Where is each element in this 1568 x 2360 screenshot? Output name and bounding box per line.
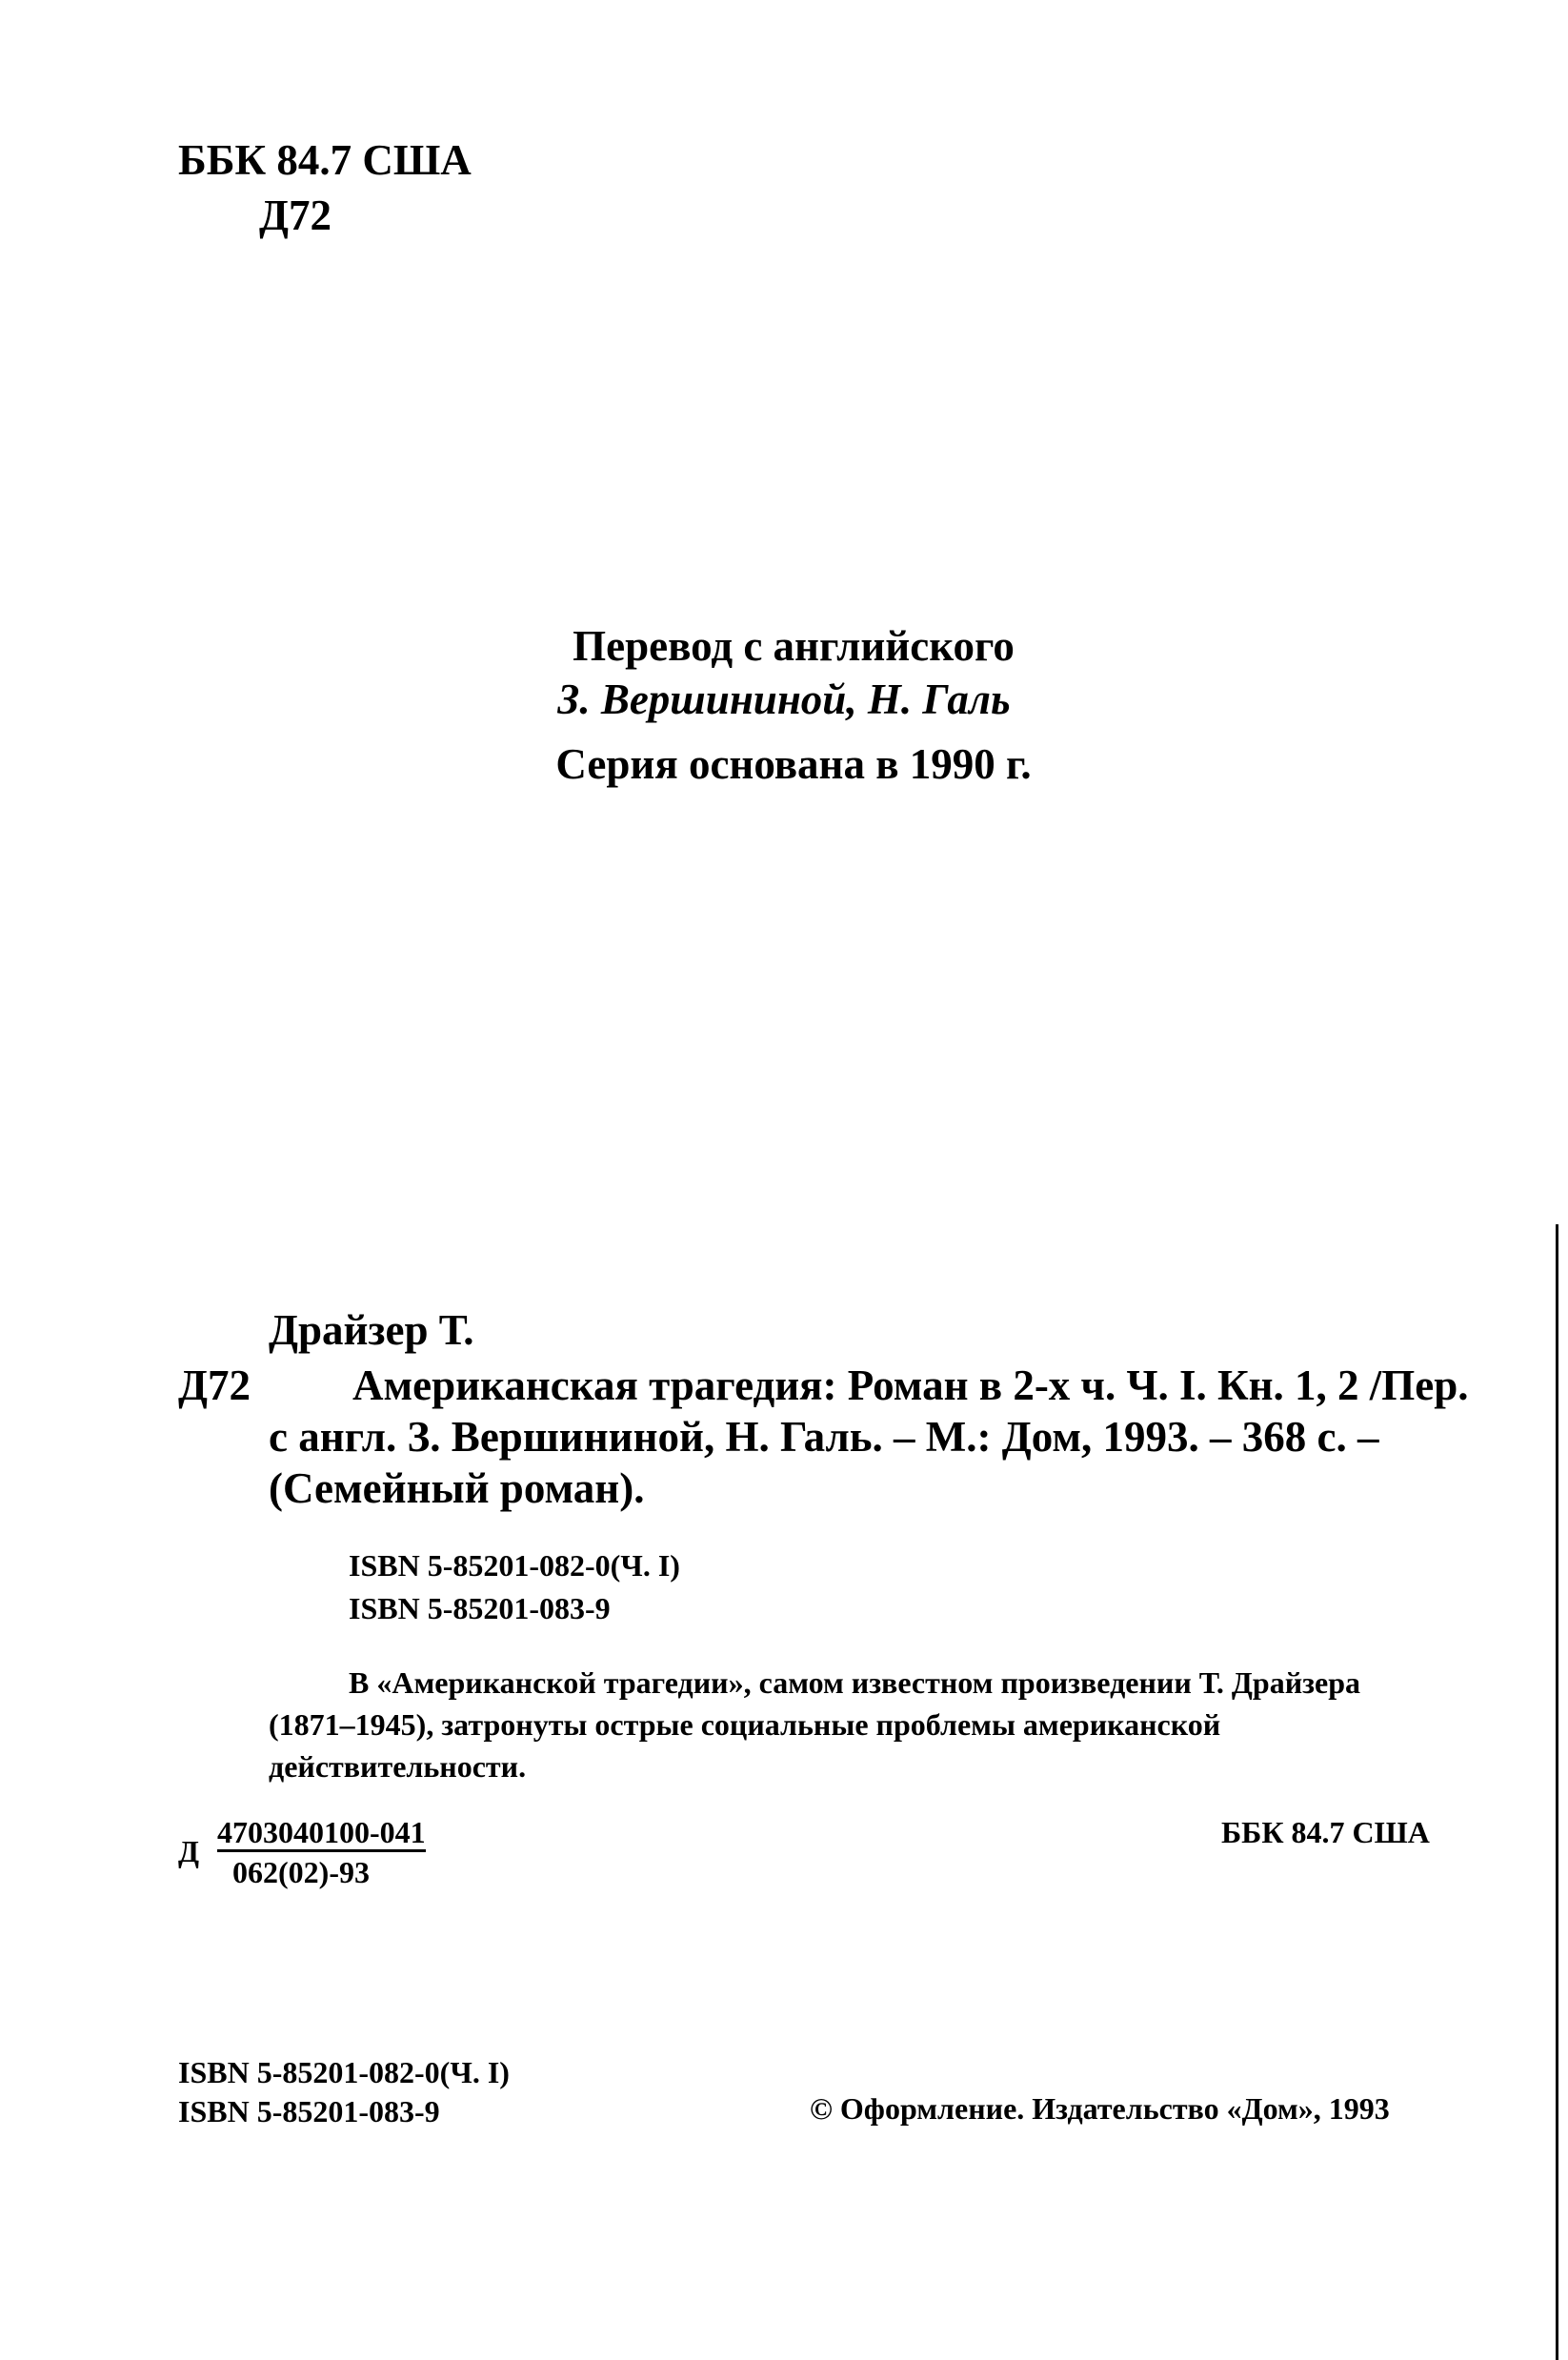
translation-note: Перевод с английского <box>573 622 1015 670</box>
catalog-line-1: Американская трагедия: Роман в 2-х ч. Ч. I. Кн. 1, 2 /Пер. <box>352 1362 1469 1409</box>
catalog-title-line <box>352 1361 1469 1410</box>
catalog-isbn-1: ISBN 5-85201-082-0(Ч. I) <box>349 1548 680 1583</box>
catalog-code: Д72 <box>178 1362 251 1409</box>
catalog-author: Драйзер Т. <box>269 1306 474 1354</box>
catalog-line-3: (Семейный роман). <box>269 1464 645 1512</box>
footer-isbn-1: ISBN 5-85201-082-0(Ч. I) <box>178 2055 510 2089</box>
series-note: Серия основана в 1990 г. <box>555 740 1032 788</box>
index-letter: Д <box>178 1834 200 1868</box>
index-numerator <box>217 1815 426 1852</box>
index-bbk: ББК 84.7 США <box>1221 1815 1430 1849</box>
annotation-line-1: В «Американской трагедии», самом известном произведении Т. Драйзера <box>349 1665 1361 1700</box>
author-mark: Д72 <box>259 192 332 239</box>
catalog-isbn-2: ISBN 5-85201-083-9 <box>349 1591 611 1625</box>
annotation-line-3: действительности. <box>269 1749 527 1784</box>
index-numerator-text: 4703040100-041 <box>217 1816 426 1852</box>
catalog-line-2: с англ. З. Вершининой, Н. Галь. – М.: Дом, 1993. – 368 с. – <box>269 1413 1379 1461</box>
page-edge-line <box>1556 1224 1558 2360</box>
index-denominator: 062(02)-93 <box>232 1855 370 1889</box>
translators: З. Вершининой, Н. Галь <box>557 676 1011 723</box>
bbk-classification: ББК 84.7 США <box>178 136 472 184</box>
footer-isbn-2: ISBN 5-85201-083-9 <box>178 2094 440 2128</box>
annotation-line-2: (1871–1945), затронуты острые социальные проблемы американской <box>269 1707 1221 1742</box>
copyright: © Оформление. Издательство «Дом», 1993 <box>810 2091 1390 2126</box>
